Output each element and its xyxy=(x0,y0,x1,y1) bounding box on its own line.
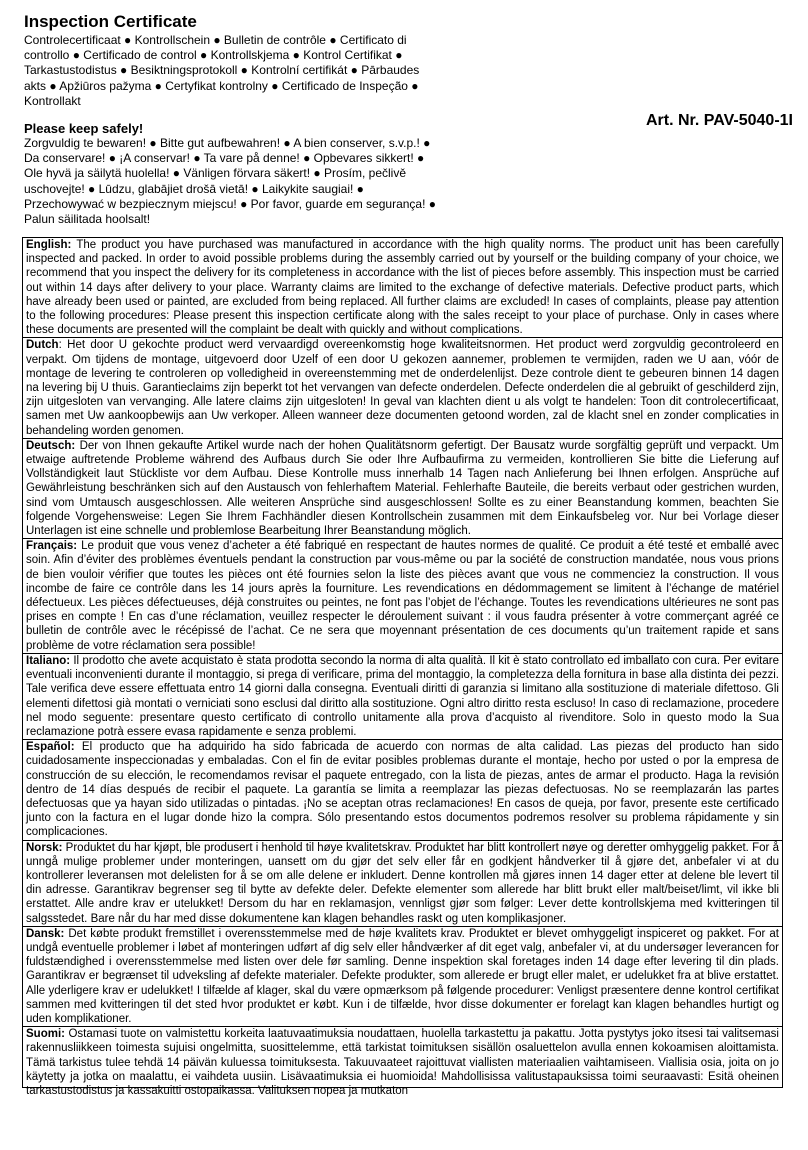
title-translations: Controlecertificaat ● Kontrollschein ● Bulletin de contrôle ● Certificato di controllo ● Certificado de control ● Kontrollskjema ● Kontrol Certifikat ● Tarkastustodistus ● Besiktningsprotokoll ● Kontrolní certifikát ● Pārbaudes akts ● Apžiūros pažyma ● Certyfikat kontrolny ● Certificado de Inspeção ● Kontrollakt xyxy=(24,33,420,108)
section-language-label: Español: xyxy=(26,741,75,754)
article-number: Art. Nr. PAV-5040-1I xyxy=(645,112,793,129)
section-language-label: Dutch xyxy=(26,339,59,352)
keep-safely-translations: Zorgvuldig te bewaren! ● Bitte gut aufbewahren! ● A bien conserver, s.v.p.! ● Da conservare! ● ¡A conservar! ● Ta vare på denne! ● Opbevares sikkert! ● Ole hyvä ja säilytä huolella! ● Vänligen förvara säkert! ● Prosím, pečlivě uschovejte! ● Lūdzu, glabājiet drošā vietā! ● Laikykite saugiai! ● Przechowywać w bezpiecznym miejscu! ● Por favor, guarde em segurança! ● Palun säilitada hoolsalt! xyxy=(24,136,437,227)
section-text: El producto que ha adquirido ha sido fabricada de acuerdo con normas de alta calidad. Las piezas del producto han sido cuidadosamente inspeccionadas y embaladas. Con el fin de evitar posibles problemas durante el montaje, hecho por usted o por la empresa de construcción de su elección, le recomendamos revisar el paquete entregado, con la lista de piezas, antes de armar el producto. Haga la revisión dentro de 14 días después de recibir el paquete. La garantía se limita a reemplazar las piezas defectuosas. No se reemplazarán las partes defectuosas que ya hayan sido utilizadas o pintadas. ¡No se aceptan otras reclamaciones! En casos de queja, por favor, presente este certificado junto con la factura en el lugar donde hizo la compra. Sólo presentando estos documentos podremos resolver su problema rápidamente y sin complicaciones. xyxy=(26,741,779,839)
section-language-label: Deutsch: xyxy=(26,439,76,452)
section-language-label: Dansk: xyxy=(26,927,65,940)
document-title: Inspection Certificate xyxy=(24,12,197,31)
section-text: Der von Ihnen gekaufte Artikel wurde nach der hohen Qualitätsnorm gefertigt. Der Bausatz wurde sorgfältig geprüft und verpackt. Um etwaige auftretende Probleme während des Aufbaus durch Sie oder Ihre Aufbaufirma zu vermeiden, kontrollieren Sie bitte die Lieferung auf Vollständigkeit laut Stückliste vor dem Aufbau. Diese Kontrolle muss innerhalb 14 Tagen nach Anlieferung bei Ihnen erfolgen. Ansprüche auf Gewährleistung beschränken sich auf den Austausch von fehlerhaftem Material. Fehlerhafte Bauteile, die bereits verbaut oder gestrichen wurden, sind vom Umtausch ausgeschlossen. Alle weiteren Ansprüche sind ausgeschlossen! Sollte es zu einer Beanstandung kommen, beachten Sie folgende Vorgehensweise: Legen Sie Ihrem Fachhändler diesen Kontrollschein zusammen mit dem Einkaufsbeleg vor. Nur bei Vorlage dieser Unterlagen ist eine schnelle und problemlose Bearbeitung Ihrer Beanstandung möglich. xyxy=(26,439,779,538)
section-language-label: English: xyxy=(26,239,72,251)
section-text: Le produit que vous venez d’acheter a été fabriqué en respectant de hautes normes de qualité. Ce produit a été testé et emballé avec soin. Afin d’éviter des problèmes éventuels pendant la construction par vous-même ou par la société de construction mandatée, nous vous prions de bien vouloir vérifier que toutes les pièces ont été fournies selon la liste des pièces avant que vous ne commenciez la construction. Il vous incombe de faire ce contrôle dans les 14 jours après la fourniture. Les revendications en dédommagement se limitent à l’échange de matériel défectueux. Les pièces défectueuses, déjà construites ou peintes, ne font pas l’objet de l’échange. Toutes les revendications ultérieures ne sont pas prises en compte ! En cas d’une réclamation, veuillez respecter le déroulement suivant : il vous faudra présenter à votre commerçant agréé ce bulletin de contrôle avec le récépissé de l’achat. Ce ne sera que moyennant présentation de ces documents qu’un traitement rapide et sans problème de votre réclamation sera possible! xyxy=(26,540,779,652)
keep-safely-heading: Please keep safely! xyxy=(24,121,144,137)
section-language-label: Français: xyxy=(26,540,78,553)
section-text: Det købte produkt fremstillet i overensstemmelse med de høje kvalitets krav. Produktet er blevet omhyggeligt inspiceret og pakket. For at undgå eventuelle problemer i løbet af monteringen udført af dig selv eller håndværker af dit eget valg, anbefaler vi, at du undersøger leverancen for fuldstændighed i overensstemmelse med listen over dele før samling. Denne inspektion skal foretages inden 14 dage efter levering til din plads. Garantikrav er begrænset til udveksling af defekte materialer. Defekte produkter, som allerede er brugt eller malet, er udelukket fra at blive erstattet. Alle yderligere krav er udelukket! I tilfælde af klager, skal du være opmærksom på følgende procedurer: Venligst præsentere denne kontrol certifikat sammen med kvitteringen til det sted hvor produktet er købt. Kun i de tilfælde, hvor disse dokumenter er forelagt kan klagen behandles hurtigt og uden komplikationer. xyxy=(26,927,779,1025)
section-dansk xyxy=(22,927,783,1027)
section-suomi xyxy=(22,1027,783,1097)
section-text: Produktet du har kjøpt, ble produsert i henhold til høye kvalitetskrav. Produktet har blitt kontrollert nøye og deretter omhyggelig pakket. For å unngå mulige problemer under monteringen, uansett om du gjør det selv eller får en godkjent håndverker til å gjøre det, anbefaler vi at du kontrollerer leveransen mot delelisten for å se om alle delene er inkludert. Denne kontrollen må gjøres innen 14 dager etter at delene ble levert til din adresse. Garantikrav begrenser seg til bytte av defekte deler. Defekte elementer som allerede har blitt brukt eller malt/beiset/limt, vil ikke bli erstattet. Alle andre krav er utelukket! Dersom du har en reklamasjon, vennligst gjør som følger: Lever dette kontrollskjema med kvitteringen til salgsstedet. Bare når du har med disse dokumentene kan klagen behandles raskt og uten komplikasjoner. xyxy=(26,841,779,925)
section-english xyxy=(22,238,783,338)
section-francais xyxy=(22,539,783,654)
section-dutch xyxy=(22,338,783,438)
section-language-label: Suomi: xyxy=(26,1028,65,1041)
section-deutsch xyxy=(22,439,783,539)
section-text: Ostamasi tuote on valmistettu korkeita laatuvaatimuksia noudattaen, huolella tarkastettu ja pakattu. Jotta pystytys joko itsesi tai valitsemasi rakennusliikkeen toimesta sujuisi ongelmitta, suosittelemme, että tarkistat toimituksen sisällön osaluettelon avulla ennen kokoamisen aloittamista. Tämä tarkistus tulee tehdä 14 päivän kuluessa toimituksesta. Takuuvaateet rajoittuvat viallisten materiaalien vaihtamiseen. Viallisia osia, joita on jo käytetty ja jotka on maalattu, ei vaihdeta uusiin. Lisävaatimuksia ei huomioida! Mahdollisissa valitustapauksissa toimi seuraavasti: Esitä oheinen tarkastustodistus ja kassakuitti ostopaikassa. Valituksen nopea ja mutkaton xyxy=(26,1028,779,1097)
section-italiano xyxy=(22,654,783,740)
language-sections xyxy=(22,237,783,1097)
section-language-label: Norsk: xyxy=(26,841,63,854)
section-text: The product you have purchased was manufactured in accordance with the high quality norms. The product unit has been carefully inspected and packed. In order to avoid possible problems during the assembly carried out by yourself or the building company of your choice, we recommend that you inspect the delivery for its completeness in accordance with the list of pieces before assembly. This inspection must be carried out within 14 days after delivery to your place. Warranty claims are limited to the exchange of defective materials. Defective product parts, which have already been used or painted, are excluded from being replaced. All further claims are excluded! In cases of complaints, please pay attention to the following procedures: Please present this inspection certificate along with the sales receipt to your place of purchase. Only in cases where these documents are presented will the complaint be dealt with quickly and without complications. xyxy=(26,239,779,337)
section-text: : Het door U gekochte product werd vervaardigd overeenkomstig hoge kwaliteitsnormen. Het product werd zorgvuldig gecontroleerd en verpakt. Om tijdens de montage, uitgevoerd door Uzelf of een door U gekozen aannemer, problemen te vermijden, raden we U aan, vóór de montage de levering te controleren op volledigheid in overeenstemming met de onderdelenlijst. Deze controle dient te gebeuren binnen 14 dagen na levering bij U thuis. Garantieclaims zijn beperkt tot het vervangen van defecte onderdelen. Defecte onderdelen die al gebruikt of geschilderd zijn, zijn uitgesloten van vervanging. Alle latere claims zijn uitgesloten! In geval van klachten dient u als volgt te handelen: Toon dit controlecertificaat, samen met Uw aankoopbewijs aan Uw verkoper. Alleen wanneer deze documenten getoond worden, zal de klacht snel en zonder complicaties in behandeling worden genomen. xyxy=(26,339,779,437)
certificate-header xyxy=(24,12,444,227)
section-espanol xyxy=(22,740,783,840)
section-language-label: Italiano: xyxy=(26,654,71,667)
section-norsk xyxy=(22,841,783,927)
section-text: Il prodotto che avete acquistato è stata prodotta secondo la norma di alta qualità. Il kit è stato controllato ed imballato con cura. Per evitare eventuali inconvenienti durante il montaggio, si prega di verificare, prima del montaggio, la completezza della fornitura in base alla distinta dei pezzi. Tale verifica deve essere effettuata entro 14 giorni dalla consegna. Eventuali diritti di garanzia si limitano alla sostituzione di materiale difettoso. Gli elementi difettosi già montati o verniciati sono esclusi dal diritto alla sostituzione. Ogni altro diritto resta escluso! In caso di reclamazione, procedere nel modo seguente: presentare questo certificato di controllo unitamente alla prova d’acquisto al rivenditore. Solo in questo modo la Sua reclamazione potrà essere evasa rapidamente e senza problemi. xyxy=(26,654,779,738)
